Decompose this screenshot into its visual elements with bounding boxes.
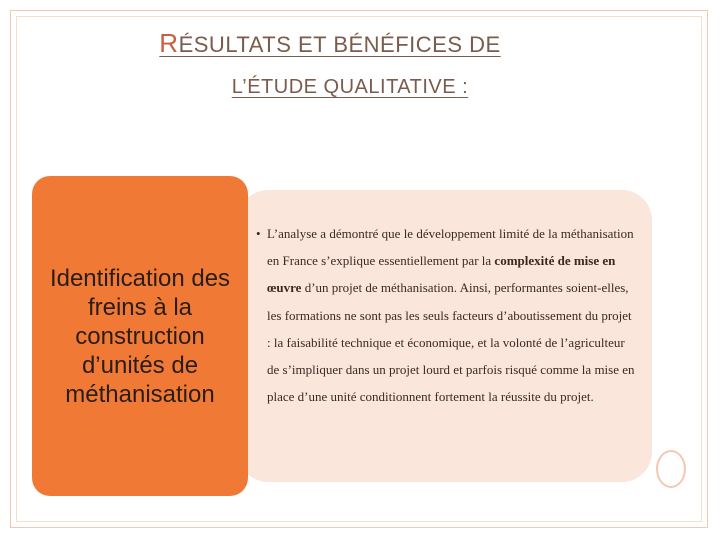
title-line-2-text: L’ÉTUDE QUALITATIVE [231, 76, 457, 98]
content-paragraph [256, 220, 636, 410]
title-colon: : [456, 76, 469, 98]
title-line-1-text: ÉSULTATS ET BÉNÉFICES DE [178, 32, 501, 57]
decorative-circle [656, 450, 686, 488]
paragraph-part-2: d’un projet de méthanisation. Ainsi, performantes soient-elles, les formations ne sont pas les seuls facteurs d’aboutissement du projet : la faisabilité technique et économique, et la volonté de l’agriculteur de s’impliquer dans un projet lourd et parfois risqué comme la mise en place d’une unité conditionnent fortement la réussite du projet. [267, 280, 635, 405]
paragraph-bold: complexité de mise en œuvre [267, 253, 616, 296]
bullet-icon: • [256, 226, 261, 241]
title-lead-letter: R [159, 28, 179, 58]
topic-box [32, 176, 248, 496]
content-text [256, 220, 636, 410]
slide-title-line-1 [0, 28, 690, 59]
slide-title-line-2 [0, 76, 710, 99]
topic-label: Identification des freins à la construction d’unités de méthanisation [49, 264, 231, 408]
paragraph-part-1: L’analyse a démontré que le développement limité de la méthanisation en France s’explique essentiellement par la [267, 226, 634, 269]
